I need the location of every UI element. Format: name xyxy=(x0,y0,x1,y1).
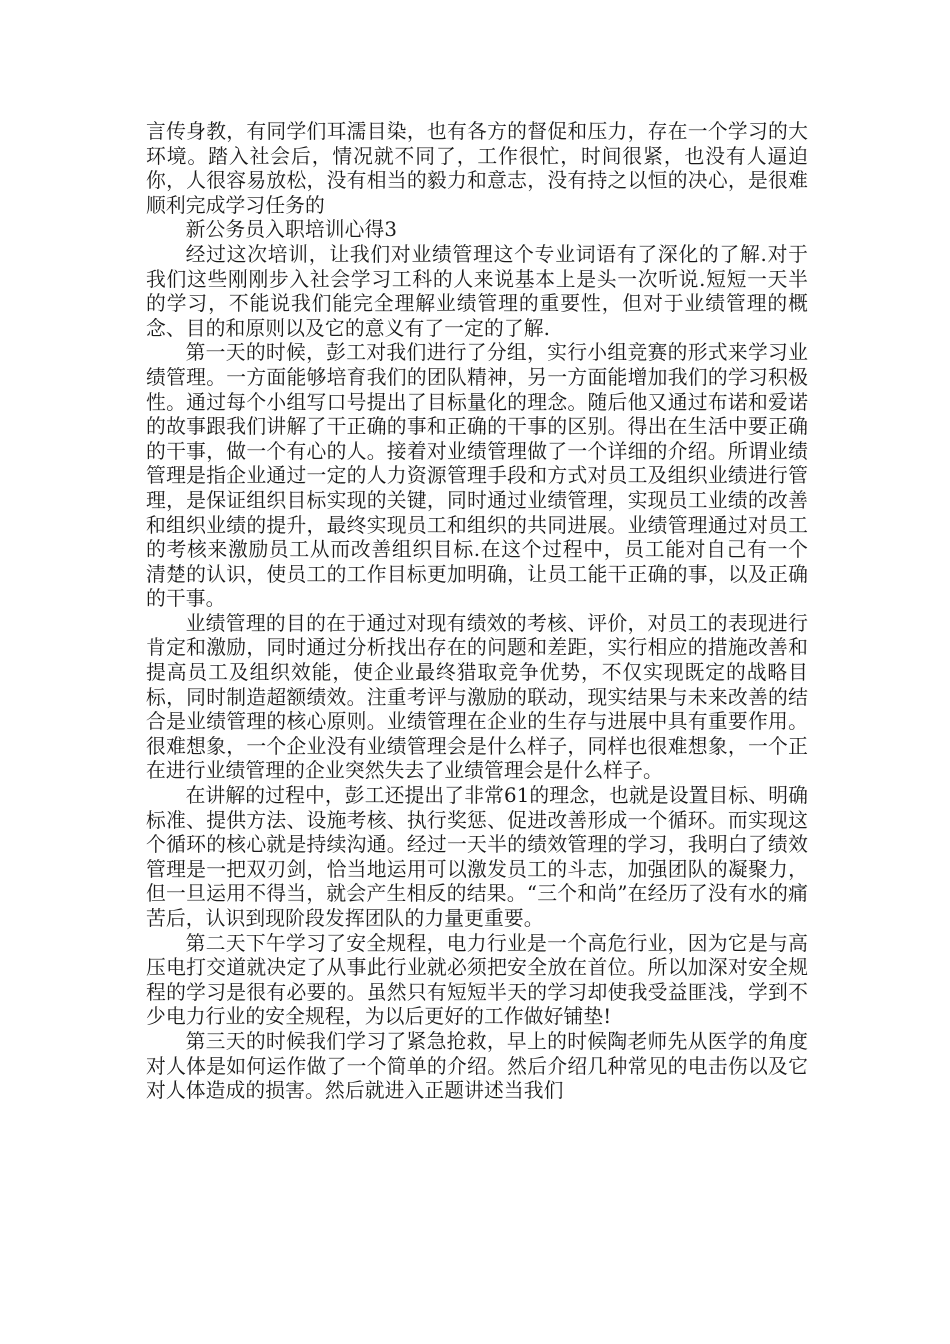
paragraph-1: 经过这次培训，让我们对业绩管理这个专业词语有了深化的了解.对于我们这些刚刚步入社会学习工科的人来说基本上是头一次听说.短短一天半的学习，不能说我们能完全理解业绩管理的重要性，但对于业绩管理的概念、目的和原则以及它的意义有了一定的了解. xyxy=(146,242,808,340)
document-page xyxy=(146,120,808,1104)
section-heading: 新公务员入职培训心得3 xyxy=(185,218,398,242)
paragraph-5: 第二天下午学习了安全规程，电力行业是一个高危行业，因为它是与高压电打交道就决定了从事此行业就必须把安全放在首位。所以加深对安全规程的学习是很有必要的。虽然只有短短半天的学习却使我受益匪浅，学到不少电力行业的安全规程，为以后更好的工作做好铺垫! xyxy=(146,931,808,1029)
paragraph-2: 第一天的时候，彭工对我们进行了分组，实行小组竞赛的形式来学习业绩管理。一方面能够培育我们的团队精神，另一方面能增加我们的学习积极性。通过每个小组写口号提出了目标量化的理念。随后他又通过布诺和爱诺的故事跟我们讲解了干正确的事和正确的干事的区别。得出在生活中要正确的干事，做一个有心的人。接着对业绩管理做了一个详细的介绍。所谓业绩管理是指企业通过一定的人力资源管理手段和方式对员工及组织业绩进行管理，是保证组织目标实现的关键，同时通过业绩管理，实现员工业绩的改善和组织业绩的提升，最终实现员工和组织的共同进展。业绩管理通过对员工的考核来激励员工从而改善组织目标.在这个过程中，员工能对自己有一个清楚的认识，使员工的工作目标更加明确，让员工能干正确的事，以及正确的干事。 xyxy=(146,341,808,611)
paragraph-6: 第三天的时候我们学习了紧急抢救，早上的时候陶老师先从医学的角度对人体是如何运作做了一个简单的介绍。然后介绍几种常见的电击伤以及它对人体造成的损害。然后就进入正题讲述当我们 xyxy=(146,1029,808,1103)
paragraph-intro: 言传身教，有同学们耳濡目染，也有各方的督促和压力，存在一个学习的大环境。踏入社会后，情况就不同了，工作很忙，时间很紧，也没有人逼迫你，人很容易放松，没有相当的毅力和意志，没有持之以恒的决心，是很难顺利完成学习任务的 xyxy=(146,120,808,217)
paragraph-4: 在讲解的过程中，彭工还提出了非常61的理念，也就是设置目标、明确标准、提供方法、设施考核、执行奖惩、促进改善形成一个循环。而实现这个循环的核心就是持续沟通。经过一天半的绩效管理的学习，我明白了绩效管理是一把双刃剑，恰当地运用可以激发员工的斗志，加强团队的凝聚力，但一旦运用不得当，就会产生相反的结果。“三个和尚”在经历了没有水的痛苦后，认识到现阶段发挥团队的力量更重要。 xyxy=(146,784,808,930)
paragraph-3: 业绩管理的目的在于通过对现有绩效的考核、评价，对员工的表现进行肯定和激励，同时通过分析找出存在的问题和差距，实行相应的措施改善和提高员工及组织效能，使企业最终猎取竞争优势，不仅实现既定的战略目标，同时制造超额绩效。注重考评与激励的联动，现实结果与未来改善的结合是业绩管理的核心原则。业绩管理在企业的生存与进展中具有重要作用。很难想象，一个企业没有业绩管理会是什么样子，同样也很难想象，一个正在进行业绩管理的企业突然失去了业绩管理会是什么样子。 xyxy=(146,611,808,783)
